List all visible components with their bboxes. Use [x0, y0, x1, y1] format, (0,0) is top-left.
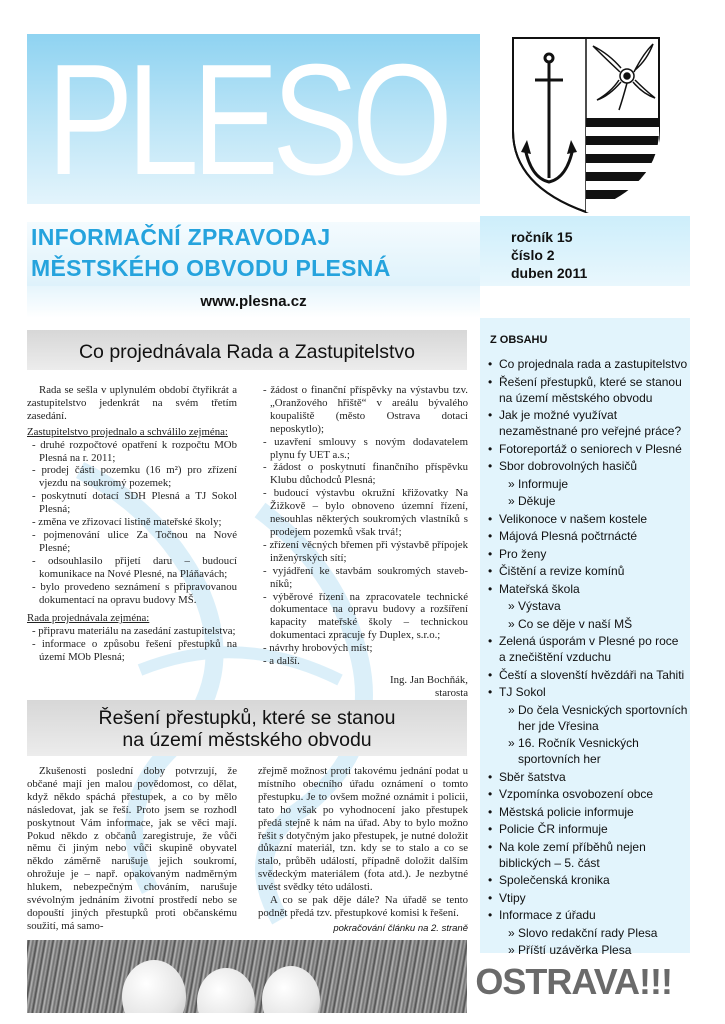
- toc-item: • Velikonoce v našem kostele: [488, 511, 688, 527]
- toc-item: • Co projednala rada a zastupitelstvo: [488, 356, 688, 372]
- article2-paragraph-2: zřejmě možnost proti takovému jednání podat u místního obecního úřadu oznámení o tomto přestupku. Je to ovšem možné oznámit i policii, tato ho však po vyhodnocení jako přestupek předá stejně k nám na úřad. Aby to bylo možno řešit s dotyčným jako přestupek, je nutné doložit důkazní materiál, tzn. kdy se to stalo a co se stalo, průběh událostí, případně doložit dalším svědeckým materiálem (fota atd.). Je nezbytné uvést svědky této události.: [258, 765, 468, 894]
- article2-heading-line-2: na území městského obvodu: [122, 729, 372, 751]
- list-item: - žádost o finanční příspěvky na výstavbu tzv. „Oranžového hřiště“ v areálu bývalého koupaliště (město Ostrava dotaci neposkytlo);: [258, 384, 468, 436]
- article1-heading: Co projednávala Rada a Zastupitelstvo: [78, 341, 416, 363]
- article1-column-1: [27, 384, 237, 664]
- article2-paragraph-1: Zkušenosti poslední doby potvrzují, že občané mají jen malou povědomost, co dělat, když někdo spáchá přestupek, a co by mělo následovat, jak se řeší. Proto jsem se rozhodl poskytnout Vám informace, jak se věci mají. Pokud někdo z občanů zaregistruje, že vůči němu či jiným nebo vůči skupině obyvatel někdo záměrně narušuje jejich soukromí, ohrožuje je – např. opakovaným nadměrným hlukem, nebezpečným chováním, narušuje svévolným jednáním životní prostředí nebo se dopouští jiných přestupků proti občanskému soužití, má samo-: [27, 765, 237, 932]
- toc-title: Z OBSAHU: [490, 334, 548, 346]
- toc-item: • Májová Plesná počtrnácté: [488, 528, 688, 544]
- article2-column-2: [258, 765, 468, 920]
- list-item: - bylo provedeno seznámení s připravovanou dokumentací na opravu budovy MŠ.: [27, 581, 237, 607]
- coat-of-arms-icon: [511, 36, 661, 214]
- toc-item: • Policie ČR informuje: [488, 821, 688, 837]
- list-item: - připravu materiálu na zasedání zastupitelstva;: [27, 625, 237, 638]
- toc-item: • Vtipy: [488, 890, 688, 906]
- toc-list: [488, 356, 688, 960]
- issue-date: duben 2011: [511, 265, 588, 281]
- masthead: [27, 34, 480, 204]
- subtitle-line-1: INFORMAČNÍ ZPRAVODAJ: [31, 224, 331, 250]
- article1-section2-title: Rada projednávala zejména:: [27, 612, 150, 625]
- toc-item: • Informace z úřadu: [488, 907, 688, 923]
- article1-section2-list: [27, 625, 237, 664]
- toc-item: • Sbor dobrovolných hasičů: [488, 458, 688, 474]
- list-item: - informace o způsobu řešení přestupků na území MOb Plesná;: [27, 638, 237, 664]
- toc-subitem-label: » Co se děje v naší MŠ: [508, 616, 688, 632]
- article1-column-2: [258, 384, 468, 700]
- issue-info: [480, 216, 690, 286]
- issue-number: číslo 2: [511, 247, 555, 263]
- article2-column-1: [27, 765, 237, 933]
- list-item: - druhé rozpočtové opatření k rozpočtu MOb Plesná na r. 2011;: [27, 439, 237, 465]
- list-item: - a další.: [258, 655, 468, 668]
- article1-intro: Rada se sešla v uplynulém období čtyřikrát a zastupitelstvo jedenkrát na svém třetím zasedání.: [27, 384, 237, 422]
- toc-subitem: [488, 616, 688, 632]
- toc-subitem: [488, 598, 688, 614]
- list-item: - zřízení věcných břemen při výstavbě přípojek inženýrských sítí;: [258, 539, 468, 565]
- article1-col2-list: [258, 384, 468, 668]
- toc-item: • Jak je možné využívat nezaměstnané pro veřejné práce?: [488, 407, 688, 439]
- ostrava-logo-text: OSTRAVA!!!: [475, 961, 672, 1002]
- article2-heading-bar: [27, 700, 467, 756]
- website-link[interactable]: www.plesna.cz: [200, 293, 307, 310]
- toc-subitem-label: » Do čela Vesnických sportovních her jde Vřesina: [508, 702, 688, 734]
- egg-image: [122, 960, 186, 1013]
- newsletter-subtitle: [27, 222, 480, 286]
- continued-note: pokračování článku na 2. straně: [333, 923, 468, 934]
- signature-name: Ing. Jan Bochňák,: [390, 673, 468, 686]
- article1-section1-title: Zastupitelstvo projednalo a schválilo zejména:: [27, 425, 228, 438]
- newsletter-title: PLESO: [47, 34, 447, 204]
- toc-item: • Čištění a revize komínů: [488, 563, 688, 579]
- toc-subitem: [488, 735, 688, 767]
- list-item: - návrhy hrobových míst;: [258, 642, 468, 655]
- ostrava-logo: [475, 953, 690, 1013]
- toc-subitem: [488, 702, 688, 734]
- toc-item: • Fotoreportáž o seniorech v Plesné: [488, 441, 688, 457]
- toc-subitem-label: » Informuje: [508, 476, 688, 492]
- toc-subitem-label: » Slovo redakční rady Plesa: [508, 925, 688, 941]
- toc-item: • TJ Sokol: [488, 684, 688, 700]
- subtitle-line-2: MĚSTSKÉHO OBVODU PLESNÁ: [31, 255, 391, 281]
- list-item: - poskytnutí dotací SDH Plesná a TJ Sokol Plesná;: [27, 490, 237, 516]
- list-item: - prodej části pozemku (16 m²) pro zřízení vjezdu na soukromý pozemek;: [27, 464, 237, 490]
- eggs-on-grass-photo: [27, 940, 467, 1013]
- list-item: - vyjádření ke stavbám soukromých stavebníků;: [258, 565, 468, 591]
- signature-role: starosta: [435, 686, 468, 699]
- egg-image: [197, 968, 255, 1013]
- table-of-contents: [480, 318, 690, 957]
- toc-item: • Čeští a slovenští hvězdáři na Tahiti: [488, 667, 688, 683]
- toc-item: • Řešení přestupků, které se stanou na území městského obvodu: [488, 374, 688, 406]
- list-item: - odsouhlasilo přijetí daru – budoucí komunikace na Nové Plesné, na Pláňavách;: [27, 555, 237, 581]
- toc-subitem-label: » 16. Ročník Vesnických sportovních her: [508, 735, 688, 767]
- toc-subitem: [488, 925, 688, 941]
- toc-item: • Sběr šatstva: [488, 769, 688, 785]
- article1-heading-bar: [27, 330, 467, 370]
- list-item: - budoucí výstavbu okružní křižovatky Na Žižkově – bylo obnoveno územní řízení, nesouhlas některých soukromých vlastníků s prodejem pozemků však trvá!;: [258, 487, 468, 539]
- toc-subitem-label: » Výstava: [508, 598, 688, 614]
- toc-subitem-label: » Příští uzávěrka Plesa: [508, 942, 688, 958]
- egg-image: [262, 966, 320, 1013]
- list-item: - uzavření smlouvy s novým dodavatelem plynu fy UET a.s.;: [258, 436, 468, 462]
- toc-subitem: [488, 493, 688, 509]
- toc-item: • Zelená úsporám v Plesné po roce a znečištění vzduchu: [488, 633, 688, 665]
- list-item: - žádost o poskytnutí finančního příspěvku Klubu důchodců Plesná;: [258, 461, 468, 487]
- issue-volume: ročník 15: [511, 229, 573, 245]
- list-item: - výběrové řízení na zpracovatele technické dokumentace na opravu budovy a rozšíření kapacity mateřské školy – technickou dokumentaci zpracuje fy Duplex, s.r.o.;: [258, 591, 468, 643]
- list-item: - pojmenování ulice Za Točnou na Nové Plesné;: [27, 529, 237, 555]
- website-bar: [27, 286, 480, 318]
- article2-heading-line-1: Řešení přestupků, které se stanou: [98, 707, 396, 729]
- article2-paragraph-3: A co se pak děje dále? Na úřadě se tento podnět předá tzv. přestupkové komisi k řešení.: [258, 894, 468, 919]
- toc-subitem: [488, 476, 688, 492]
- toc-item: • Na kole zemí příběhů nejen biblických – 5. část: [488, 839, 688, 871]
- toc-item: • Vzpomínka osvobození obce: [488, 786, 688, 802]
- toc-item: • Společenská kronika: [488, 872, 688, 888]
- toc-subitem-label: » Děkuje: [508, 493, 688, 509]
- toc-item: • Městská policie informuje: [488, 804, 688, 820]
- toc-item: • Mateřská škola: [488, 581, 688, 597]
- article1-section1-list: [27, 439, 237, 607]
- toc-item: • Pro ženy: [488, 546, 688, 562]
- list-item: - změna ve zřizovací listině mateřské školy;: [27, 516, 237, 529]
